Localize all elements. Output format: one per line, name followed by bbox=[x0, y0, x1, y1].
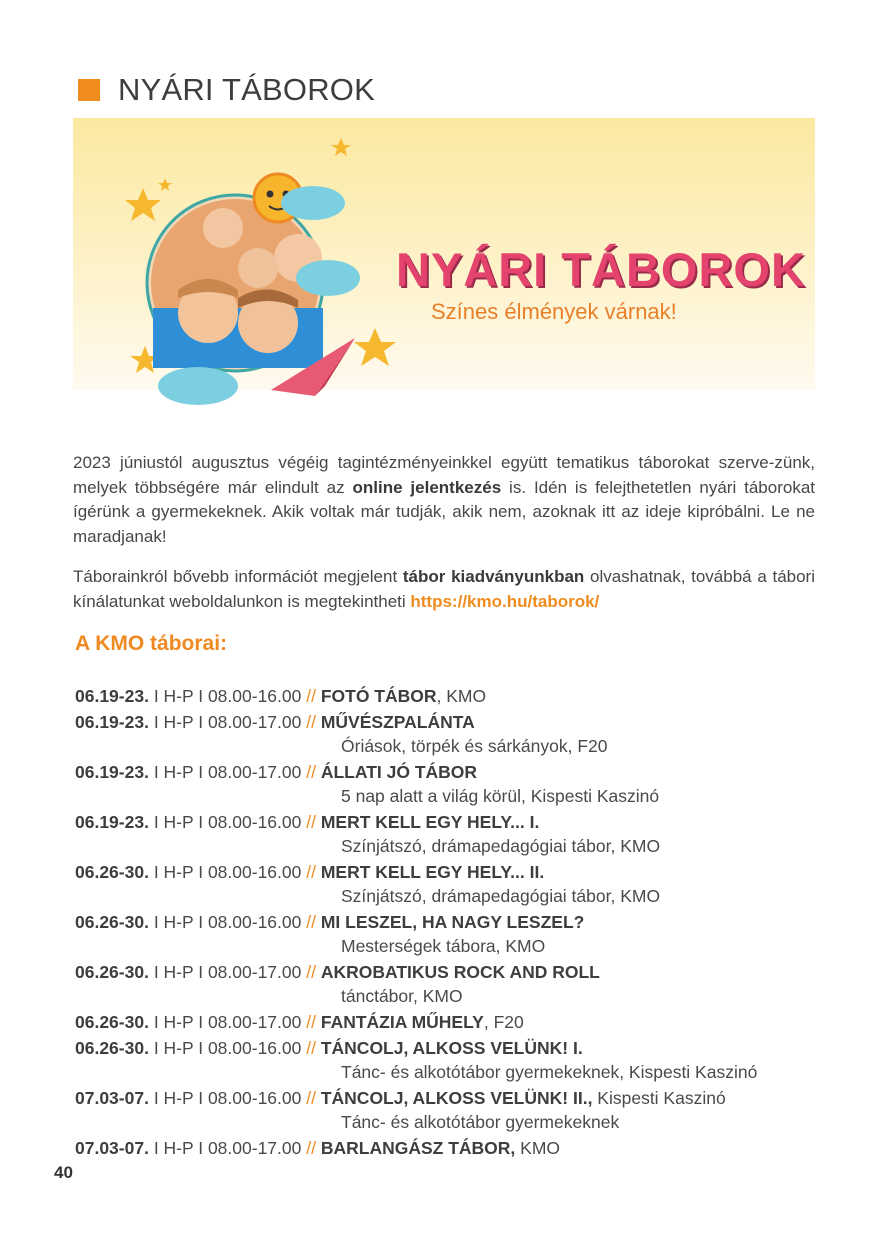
camp-name: BARLANGÁSZ TÁBOR, bbox=[320, 1138, 516, 1158]
camp-entry bbox=[75, 1036, 835, 1084]
camp-entry bbox=[75, 760, 835, 808]
section-title: A KMO táborai: bbox=[75, 632, 228, 655]
star-icon bbox=[354, 328, 396, 366]
intro-text: olvashatnak, továbbá a tábori kínálatunkat weboldalunkon is megtekintheti bbox=[73, 567, 815, 611]
camp-name: MERT KELL EGY HELY... I. bbox=[320, 812, 540, 832]
intro-paragraph-1 bbox=[73, 451, 815, 549]
camp-description: 5 nap alatt a világ körül, Kispesti Kaszinó bbox=[341, 786, 660, 806]
camp-date: 07.03-07. bbox=[75, 1088, 149, 1108]
camp-separator: // bbox=[306, 812, 316, 832]
intro-text: is. Idén is felejthetetlen nyári táborokat ígérünk a gyermekeknek. Akik voltak már tudják, akik nem, azoknak itt az ideje kipróbálni. Le ne maradjanak! bbox=[73, 477, 815, 546]
camp-date: 06.26-30. bbox=[75, 912, 149, 932]
cloud-icon bbox=[281, 186, 345, 220]
camp-time: I H-P I 08.00-17.00 bbox=[148, 1012, 307, 1032]
camp-date: 06.26-30. bbox=[75, 1012, 149, 1032]
camp-name: TÁNCOLJ, ALKOSS VELÜNK! II., bbox=[320, 1088, 593, 1108]
camp-separator: // bbox=[306, 1088, 316, 1108]
intro-paragraph-2 bbox=[73, 565, 815, 614]
camp-name: AKROBATIKUS ROCK AND ROLL bbox=[320, 962, 600, 982]
camp-date: 06.19-23. bbox=[75, 686, 149, 706]
camp-description: tánctábor, KMO bbox=[341, 986, 463, 1006]
camp-name: FANTÁZIA MŰHELY bbox=[320, 1012, 484, 1032]
camp-name: FOTÓ TÁBOR bbox=[320, 686, 437, 706]
camp-separator: // bbox=[306, 762, 316, 782]
camp-separator: // bbox=[306, 712, 316, 732]
camp-time: I H-P I 08.00-16.00 bbox=[148, 862, 307, 882]
page-heading bbox=[78, 72, 375, 108]
camp-time: I H-P I 08.00-16.00 bbox=[148, 686, 307, 706]
star-icon bbox=[158, 178, 172, 191]
camp-entry bbox=[75, 960, 835, 1008]
camp-name: TÁNCOLJ, ALKOSS VELÜNK! I. bbox=[320, 1038, 583, 1058]
banner-title: NYÁRI TÁBOROK bbox=[396, 243, 806, 296]
camp-date: 06.26-30. bbox=[75, 962, 149, 982]
orange-square-icon bbox=[78, 79, 100, 101]
camp-time: I H-P I 08.00-16.00 bbox=[148, 1038, 307, 1058]
camp-main-line bbox=[75, 684, 835, 708]
camp-main-line bbox=[75, 710, 835, 734]
camp-entry bbox=[75, 810, 835, 858]
camp-main-line bbox=[75, 910, 835, 934]
star-icon bbox=[331, 138, 351, 156]
camp-description: Mesterségek tábora, KMO bbox=[341, 936, 546, 956]
camp-entry bbox=[75, 1010, 835, 1034]
page-number: 40 bbox=[54, 1163, 73, 1182]
camp-time: I H-P I 08.00-17.00 bbox=[148, 712, 307, 732]
camp-description: Színjátszó, drámapedagógiai tábor, KMO bbox=[341, 836, 661, 856]
intro-text: Táborainkról bővebb információt megjelent bbox=[73, 567, 403, 586]
camp-location: KMO bbox=[515, 1138, 561, 1158]
camp-separator: // bbox=[306, 862, 316, 882]
page-title: NYÁRI TÁBOROK bbox=[118, 72, 375, 107]
camp-entry bbox=[75, 910, 835, 958]
camp-entry bbox=[75, 710, 835, 758]
camp-time: I H-P I 08.00-17.00 bbox=[148, 962, 307, 982]
camps-link[interactable]: https://kmo.hu/taborok/ bbox=[410, 591, 600, 611]
camp-date: 06.19-23. bbox=[75, 762, 149, 782]
camp-date: 06.26-30. bbox=[75, 862, 149, 882]
camp-separator: // bbox=[306, 1038, 316, 1058]
intro-text: 2023 júniustól augusztus végéig tagintézményeinkkel együtt tematikus táborokat szerve-zünk, melyek többségére már elindult az bbox=[73, 453, 815, 497]
cloud-icon bbox=[296, 260, 360, 296]
camp-name: MŰVÉSZPALÁNTA bbox=[320, 712, 475, 732]
camp-separator: // bbox=[306, 686, 316, 706]
camp-entry bbox=[75, 860, 835, 908]
camp-description: Színjátszó, drámapedagógiai tábor, KMO bbox=[341, 886, 661, 906]
brochure-text: tábor kiadványunkban bbox=[402, 567, 585, 586]
camp-main-line bbox=[75, 1136, 835, 1160]
camp-date: 06.19-23. bbox=[75, 812, 149, 832]
cloud-icon bbox=[158, 367, 238, 405]
camp-separator: // bbox=[306, 1012, 316, 1032]
banner-image bbox=[73, 118, 815, 390]
camp-entry bbox=[75, 1136, 835, 1160]
camp-time: I H-P I 08.00-17.00 bbox=[148, 1138, 307, 1158]
camp-main-line bbox=[75, 960, 835, 984]
camp-location: Kispesti Kaszinó bbox=[592, 1088, 726, 1108]
camp-main-line bbox=[75, 760, 835, 784]
camp-description: Tánc- és alkotótábor gyermekeknek, Kispesti Kaszinó bbox=[341, 1062, 758, 1082]
camp-time: I H-P I 08.00-16.00 bbox=[148, 912, 307, 932]
camp-time: I H-P I 08.00-17.00 bbox=[148, 762, 307, 782]
camp-separator: // bbox=[306, 1138, 316, 1158]
camp-name: MERT KELL EGY HELY... II. bbox=[320, 862, 545, 882]
camp-main-line bbox=[75, 860, 835, 884]
camp-entry bbox=[75, 1086, 835, 1134]
star-icon bbox=[125, 188, 161, 221]
camp-description: Tánc- és alkotótábor gyermekeknek bbox=[341, 1112, 620, 1132]
camp-entry bbox=[75, 684, 835, 708]
camp-location: , KMO bbox=[436, 686, 487, 706]
online-registration-text: online jelentkezés bbox=[352, 477, 502, 497]
camp-main-line bbox=[75, 1010, 835, 1034]
camp-separator: // bbox=[306, 912, 316, 932]
camp-schedule bbox=[75, 684, 835, 1162]
camp-time: I H-P I 08.00-16.00 bbox=[148, 1088, 307, 1108]
camp-separator: // bbox=[306, 962, 316, 982]
camp-name: ÁLLATI JÓ TÁBOR bbox=[320, 762, 478, 782]
camp-date: 06.26-30. bbox=[75, 1038, 149, 1058]
camp-main-line bbox=[75, 1086, 835, 1110]
camp-time: I H-P I 08.00-16.00 bbox=[148, 812, 307, 832]
camp-name: MI LESZEL, HA NAGY LESZEL? bbox=[320, 912, 585, 932]
camp-location: , F20 bbox=[483, 1012, 524, 1032]
camp-date: 06.19-23. bbox=[75, 712, 149, 732]
camp-main-line bbox=[75, 1036, 835, 1060]
camp-description: Óriások, törpék és sárkányok, F20 bbox=[341, 736, 608, 756]
camp-main-line bbox=[75, 810, 835, 834]
banner-subtitle: Színes élmények várnak! bbox=[431, 299, 677, 324]
camp-date: 07.03-07. bbox=[75, 1138, 149, 1158]
